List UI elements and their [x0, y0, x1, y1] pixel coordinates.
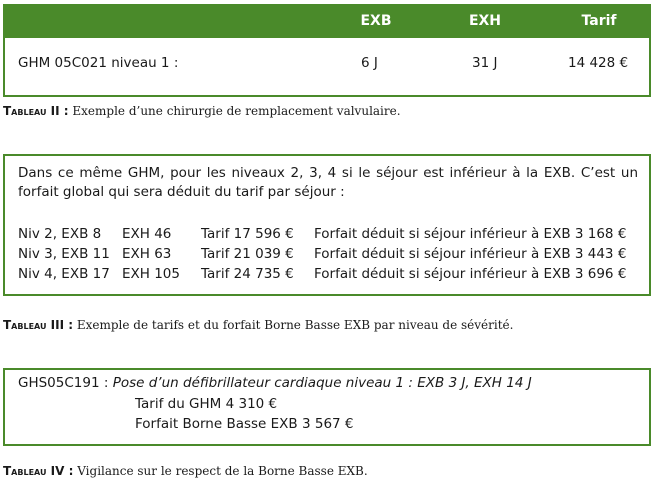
- row-label: GHM 05C021 niveau 1 :: [18, 55, 179, 71]
- row-forfait: Forfait déduit si séjour inférieur à EXB 3 443 €: [314, 246, 627, 262]
- row-niveau: Niv 3, EXB 11: [18, 246, 110, 262]
- row-exh: EXH 63: [122, 246, 172, 262]
- row-tarif: 14 428 €: [568, 55, 629, 71]
- table-header: [5, 6, 649, 38]
- ghs-code: GHS05C191 :: [18, 375, 109, 391]
- table-row: [5, 38, 649, 95]
- row-exh: EXH 46: [122, 226, 172, 242]
- caption-label: Tableau IV :: [3, 464, 74, 478]
- ghs-description: Pose d’un défibrillateur cardiaque niveau 1 : EXB 3 J, EXH 14 J: [112, 375, 532, 391]
- row-niveau: Niv 2, EXB 8: [18, 226, 102, 242]
- forfait-borne-basse: Forfait Borne Basse EXB 3 567 €: [135, 416, 354, 432]
- table-ii: [3, 4, 651, 97]
- caption-table-ii: [3, 104, 401, 118]
- row-exh: EXH 105: [122, 266, 180, 282]
- caption-table-iii: [3, 318, 513, 332]
- header-exb: EXB: [360, 13, 392, 29]
- caption-text: Exemple d’une chirurgie de remplacement valvulaire.: [72, 104, 401, 118]
- row-niveau: Niv 4, EXB 17: [18, 266, 110, 282]
- caption-label: Tableau II :: [3, 104, 69, 118]
- table-row: [5, 266, 649, 286]
- header-exh: EXH: [468, 13, 502, 29]
- row-tarif: Tarif 17 596 €: [201, 226, 294, 242]
- caption-text: Vigilance sur le respect de la Borne Basse EXB.: [77, 464, 368, 478]
- table-iii: [3, 154, 651, 296]
- caption-text: Exemple de tarifs et du forfait Borne Basse EXB par niveau de sévérité.: [76, 318, 514, 332]
- table-row: [5, 226, 649, 246]
- table-iv: [3, 368, 651, 446]
- row-forfait: Forfait déduit si séjour inférieur à EXB 3 168 €: [314, 226, 627, 242]
- row-exb: 6 J: [361, 55, 378, 71]
- ghm-tarif: Tarif du GHM 4 310 €: [135, 396, 278, 412]
- header-tarif: Tarif: [581, 13, 617, 29]
- row-tarif: Tarif 24 735 €: [201, 266, 294, 282]
- caption-table-iv: [3, 464, 368, 478]
- ghs-line: [18, 375, 532, 391]
- intro-text: Dans ce même GHM, pour les niveaux 2, 3, 4 si le séjour est inférieur à la EXB. C’est un forfait global qui sera déduit du tarif par séjour :: [18, 165, 638, 200]
- row-exh: 31 J: [472, 55, 498, 71]
- table-row: [5, 246, 649, 266]
- caption-label: Tableau III :: [3, 318, 74, 332]
- row-forfait: Forfait déduit si séjour inférieur à EXB 3 696 €: [314, 266, 627, 282]
- row-tarif: Tarif 21 039 €: [201, 246, 294, 262]
